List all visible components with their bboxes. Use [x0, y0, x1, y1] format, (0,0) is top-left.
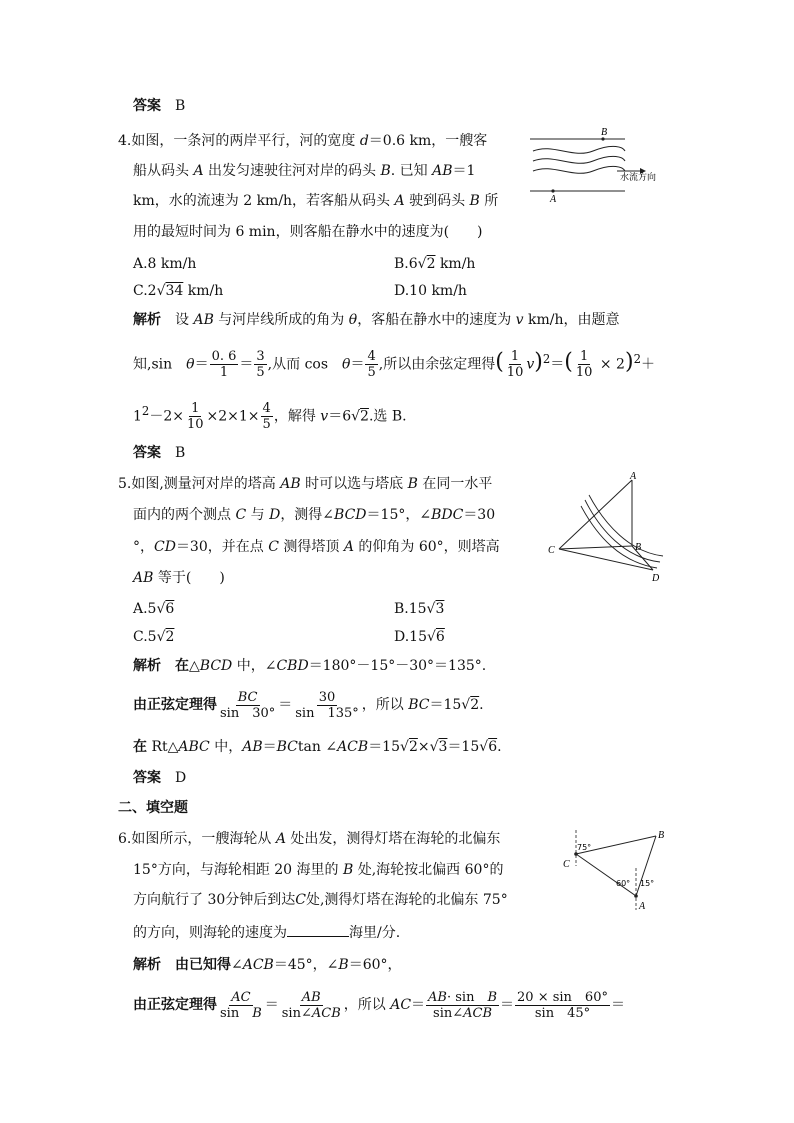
river-label-b: B [601, 127, 608, 138]
q5-stem-line-2: 面内的两个测点 C 与 D，测得∠BCD＝15°，∠BDC＝30 [133, 507, 496, 523]
q5-option-a: A.5√6 [133, 601, 175, 617]
ship-label-b: B [658, 830, 665, 841]
q6-stem-line-1: 6.如图所示，一艘海轮从 A 处出发，测得灯塔在海轮的北偏东 [118, 831, 501, 847]
tower-label-d: D [652, 573, 660, 584]
q6-stem-line-2: 15°方向，与海轮相距 20 海里的 B 处,海轮按北偏西 60°的 [133, 862, 504, 878]
q5-analysis-line-1: 解析 在△BCD 中，∠CBD＝180°－15°－30°＝135°. [133, 658, 487, 674]
q3-answer: 答案 B [133, 98, 186, 114]
ship-figure [560, 826, 670, 914]
q4-stem-line-4: 用的最短时间为 6 min，则客船在静水中的速度为( ) [133, 224, 483, 240]
q6-analysis-line-1: 解析 由已知得∠ACB＝45°，∠B＝60°， [133, 957, 402, 973]
q4-option-d: D.10 km/h [394, 283, 467, 299]
ship-angle-15: 15° [640, 879, 655, 888]
tower-label-a: A [630, 471, 637, 482]
q4-stem-line-2: 船从码头 A 出发匀速驶往河对岸的码头 B. 已知 AB＝1 [133, 163, 476, 179]
river-figure [525, 125, 665, 207]
q5-option-d: D.15√6 [394, 629, 445, 645]
section-title: 二、填空题 [118, 800, 188, 816]
q6-analysis-line-2: 由正弦定理得 $\frac{AC}{\text{sin B}}$ ＝ $\frac{AB}{\text{sin∠ACB}}$ ，所以 AC＝ $\frac{\text{AB· sin B}}{\text{sin∠ACB}}$ ＝ $\frac{20 \times \sin 60^\circ}{\sin 45^\circ}$ ＝ [133, 989, 625, 1021]
q6-stem-line-4: 的方向，则海轮的速度为 海里/分. [133, 922, 400, 943]
river-flow-label: 水流方向 [620, 173, 657, 183]
q4-option-a: A.8 km/h [133, 256, 197, 272]
ship-label-a: A [639, 901, 646, 912]
q5-answer: 答案 D [133, 770, 187, 786]
q6-stem-line-3: 方向航行了 30分钟后到达C处,测得灯塔在海轮的北偏东 75° [133, 892, 508, 908]
q4-stem-line-1: 4.如图，一条河的两岸平行，河的宽度 d＝0.6 km，一艘客 [118, 133, 488, 149]
q5-stem-line-1: 5.如图,测量河对岸的塔高 AB 时可以选与塔底 B 在同一水平 [118, 476, 493, 492]
q5-option-b: B.15√3 [394, 601, 445, 617]
answer-blank[interactable] [287, 922, 349, 937]
q4-analysis-line-2: 知,sin θ＝ $\frac{0. 6}{1}$ ＝ $\frac{3}{5}$ ,从而 cos θ＝ $\frac{4}{5}$ ,所以由余弦定理得( $\frac{1}{10}$ v)$^2$＝( $\frac{1}{10}$ × 2)$^2$＋ [133, 349, 655, 381]
q5-stem-line-3: °，CD＝30，并在点 C 测得塔顶 A 的仰角为 60°，则塔高 [133, 539, 500, 555]
q4-stem-line-3: km，水的流速为 2 km/h，若客船从码头 A 驶到码头 B 所 [133, 193, 499, 209]
q4-analysis-line-3: $1^2-2\times$ $\frac{1}{10}$ ×2×1× $\frac{4}{5}$ ，解得 v＝6√2.选 B. [133, 401, 407, 433]
ship-angle-75: 75° [577, 843, 592, 852]
q4-option-c: C.2√34 km/h [133, 283, 224, 299]
tower-label-b: B [635, 542, 642, 553]
q4-option-b: B.6√2 km/h [394, 256, 476, 272]
river-label-a: A [550, 194, 557, 205]
tower-label-c: C [548, 545, 555, 556]
q4-analysis-line-1: 解析 设 AB 与河岸线所成的角为 θ，客船在静水中的速度为 v km/h，由题意 [133, 312, 620, 328]
ship-angle-60: 60° [616, 879, 631, 888]
q5-option-c: C.5√2 [133, 629, 175, 645]
tower-figure [545, 470, 670, 585]
q5-stem-line-4: AB 等于( ) [133, 570, 225, 586]
q4-answer: 答案 B [133, 445, 186, 461]
q5-analysis-line-3: 在 Rt△ABC 中，AB＝BCtan ∠ACB＝15√2×√3＝15√6. [133, 739, 502, 755]
ship-label-c: C [563, 859, 570, 870]
q5-analysis-line-2: 由正弦定理得 $\frac{BC}{\sin 30^\circ}$ ＝ $\frac{30}{\sin 135^\circ}$ ，所以 BC＝15√2. [133, 689, 484, 721]
